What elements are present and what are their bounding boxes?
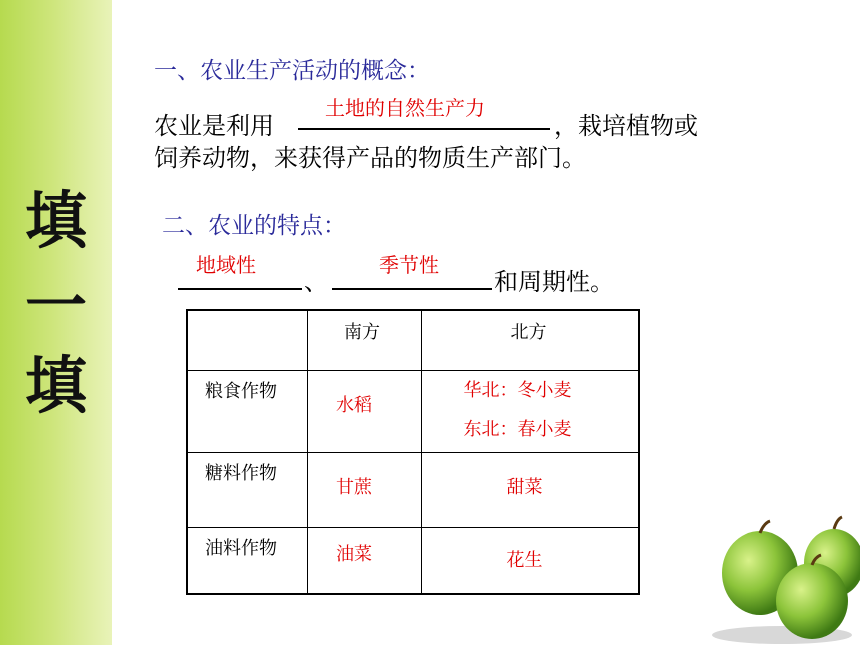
oil-south: 油菜 (335, 543, 372, 565)
sidebar-banner (0, 0, 112, 645)
apple-stem (834, 517, 842, 529)
table-cell (307, 452, 421, 527)
section2-separator: 、 (304, 268, 328, 296)
row-label-grain: 粮食作物 (205, 380, 277, 402)
sidebar-char-3: 填 (24, 349, 87, 422)
blank-2 (178, 288, 302, 290)
sidebar-char-2: 一 (24, 269, 87, 342)
row-label-sugar: 糖料作物 (205, 462, 277, 484)
table-cell (187, 370, 307, 452)
table-header-row (187, 310, 639, 370)
grain-north-1: 华北：冬小麦 (463, 379, 572, 401)
table-cell (187, 452, 307, 527)
blank-3 (332, 288, 492, 290)
sugar-south: 甘蔗 (335, 476, 372, 498)
header-south: 南方 (343, 322, 380, 343)
table-row (187, 527, 639, 594)
section2-heading: 二、农业的特点： (162, 213, 346, 239)
section1-line1-suffix: ，栽培植物或 (554, 112, 698, 140)
table-cell (422, 452, 639, 527)
table-header-empty (187, 310, 307, 370)
section2-suffix: 和周期性。 (494, 268, 614, 296)
table-cell (422, 370, 639, 452)
answer-seasonality: 季节性 (379, 253, 439, 277)
table-header-cell (422, 310, 639, 370)
oil-north: 花生 (506, 549, 543, 571)
table-cell (307, 527, 421, 594)
table-cell (422, 527, 639, 594)
table-row (187, 370, 639, 452)
answer-land-productivity: 土地的自然生产力 (325, 96, 485, 120)
section1-heading: 一、农业生产活动的概念： (154, 58, 430, 84)
sugar-north: 甜菜 (506, 476, 543, 498)
crop-table (186, 309, 640, 595)
apple-stem (760, 521, 770, 533)
grain-south: 水稻 (335, 394, 372, 416)
blank-1 (298, 128, 550, 130)
apple-front-right (776, 563, 848, 639)
table-header-cell (307, 310, 421, 370)
row-label-oil: 油料作物 (205, 537, 277, 559)
table-row (187, 452, 639, 527)
sidebar-char-1: 填 (24, 184, 87, 257)
header-north: 北方 (510, 322, 547, 343)
grain-north-2: 东北：春小麦 (463, 418, 572, 440)
table-cell (187, 527, 307, 594)
table-cell (307, 370, 421, 452)
green-apples-image (712, 515, 860, 645)
answer-regionality: 地域性 (196, 253, 256, 277)
section1-line1-prefix: 农业是利用 (154, 112, 274, 140)
section1-line2: 饲养动物，来获得产品的物质生产部门。 (154, 144, 586, 172)
